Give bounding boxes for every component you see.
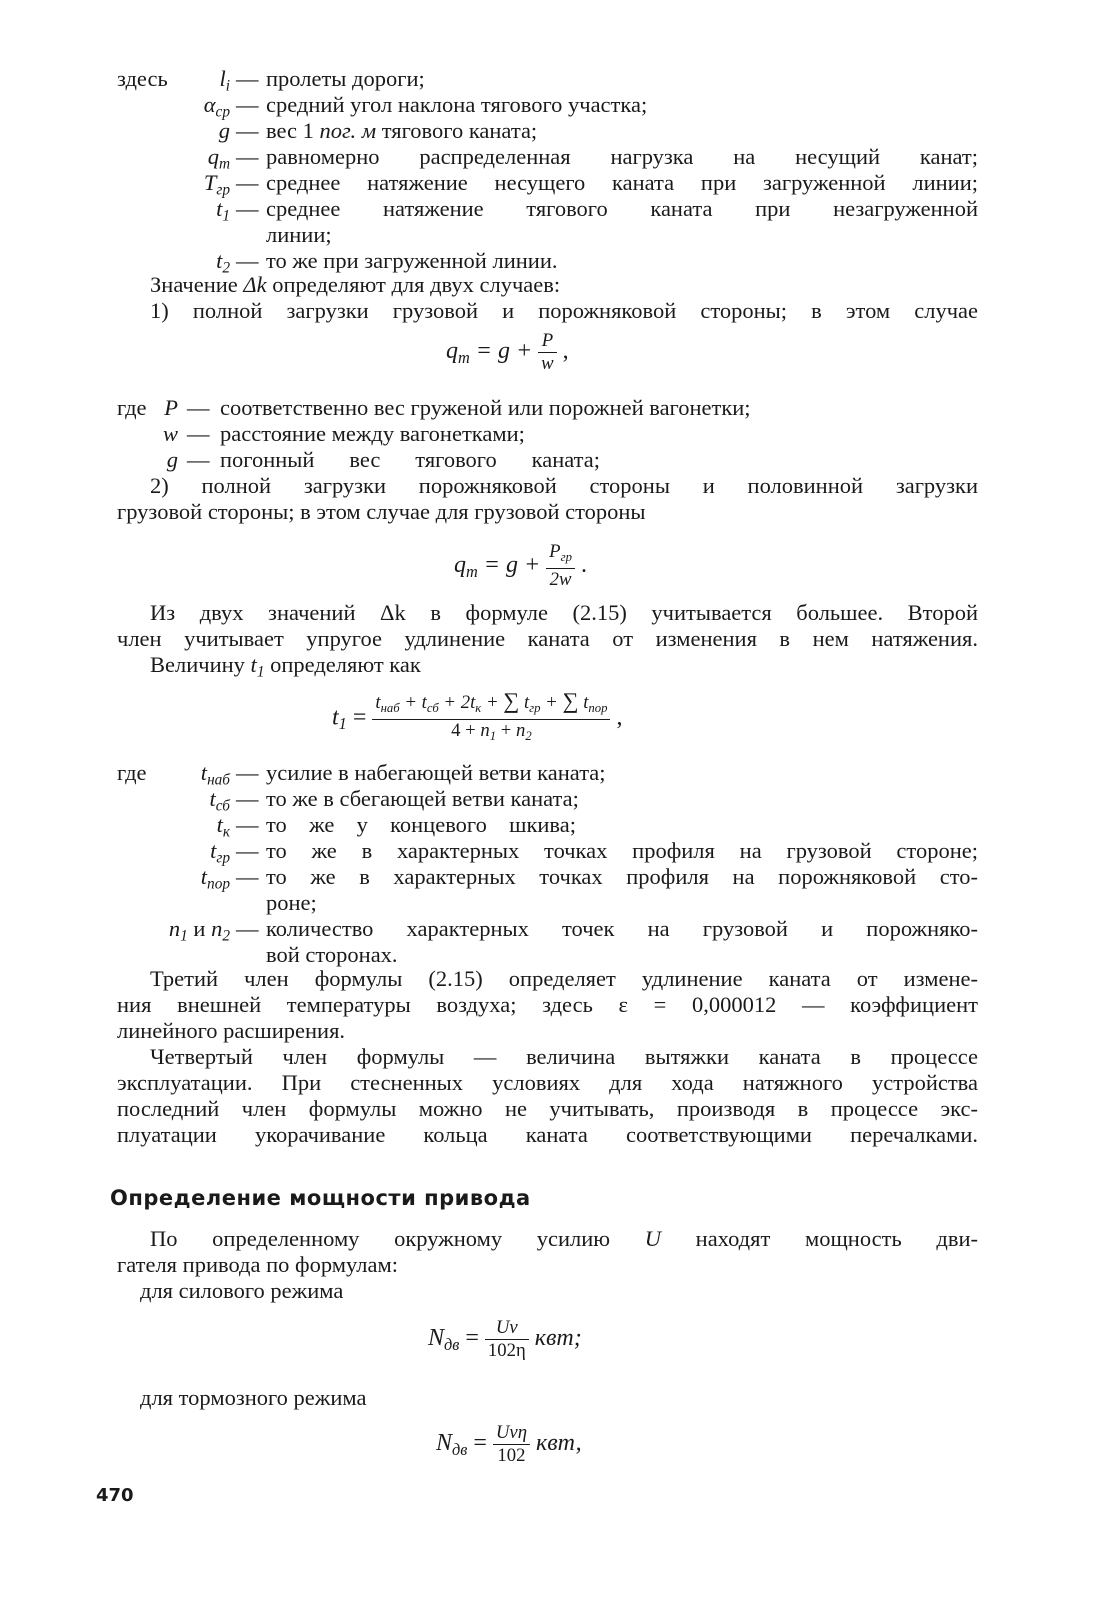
paragraph-third-line-1: Третий член формулы (2.15) определяет удлинение каната от измене- xyxy=(150,966,978,991)
paragraph-fourth-line-1: Четвертый член формулы — величина вытяжки каната в процессе xyxy=(150,1044,978,1069)
case-1: 1) полной загрузки грузовой и порожняковой стороны; в этом случае xyxy=(150,298,978,323)
mode-brake: для тормозного режима xyxy=(140,1385,367,1410)
intro-word: здесь xyxy=(117,66,168,91)
formula-t1: $t_1$ = $t_{наб} + t_{сб} + 2t_к$ + ∑ $t_{гр}$ + ∑ $t_{пор}$ $4 + n_1 + n_2$ , xyxy=(332,688,623,744)
definition-item: $t_{наб}$ — усилие в набегающей ветви каната; xyxy=(200,760,606,789)
definition-item: g — вес 1 пог. м тягового каната; xyxy=(218,118,538,143)
case-2-line-1: 2) полной загрузки порожняковой стороны и половинной загрузки xyxy=(150,473,978,498)
definition-item: $T_{гр}$ — среднее натяжение несущего каната при загруженной линии; xyxy=(203,170,978,199)
formula-qm-full-load: $q_m = g$ + $\frac{P}{w}$ , xyxy=(446,330,569,374)
paragraph-power-line-2: гателя привода по формулам: xyxy=(117,1252,398,1277)
definition-item: $\alpha_{ср}$ — средний угол наклона тягового участка; xyxy=(203,92,648,121)
definition-item: P — соответственно вес груженой или порожней вагонетки; xyxy=(164,395,751,420)
definition-item: $t_{сб}$ — то же в сбегающей ветви каната; xyxy=(209,786,579,815)
page-number: 470 xyxy=(96,1485,134,1506)
section-heading: Определение мощности привода xyxy=(110,1186,531,1210)
mode-power: для силового режима xyxy=(140,1278,344,1303)
definition-item: $l_i$ — пролеты дороги; xyxy=(219,66,425,95)
definition-item: $t_{пор}$ — то же в характерных точках профиля на порожняковой сто- роне; xyxy=(200,864,978,915)
formula-power-motor: $N_{дв}$ = $\frac{Uv}{102\eta}$ квт; xyxy=(428,1317,582,1361)
definition-item: $t_2$ — то же при загруженной линии. xyxy=(216,248,558,277)
where-word: где xyxy=(117,395,147,420)
where-word-2: где xyxy=(117,760,147,785)
definition-item: w — расстояние между вагонетками; xyxy=(162,421,525,446)
paragraph-third-line-3: линейного расширения. xyxy=(117,1018,346,1043)
definition-item: $t_{гр}$ — то же в характерных точках профиля на грузовой стороне; xyxy=(210,838,978,867)
paragraph-t1: Величину $t_1$ определяют как xyxy=(150,652,421,681)
definition-item: $t_1$ — среднее натяжение тягового каната при незагруженной линии; xyxy=(216,196,978,247)
paragraph-dk: Значение Δk определяют для двух случаев: xyxy=(150,272,561,297)
case-2-line-2: грузовой стороны; в этом случае для грузовой стороны xyxy=(117,499,646,524)
definition-item: $q_m$ — равномерно распределенная нагрузка на несущий канат; xyxy=(207,144,978,173)
formula-qm-half-load: $q_m = g$ + $\frac{P_{гр}}{2w}$ . xyxy=(454,541,587,591)
paragraph-power-line-1: По определенному окружному усилию U находят мощность дви- xyxy=(150,1226,978,1251)
paragraph-fourth-line-3: последний член формулы можно не учитывать, производя в процессе экс- xyxy=(117,1096,978,1121)
definition-item: g — погонный вес тягового каната; xyxy=(166,447,600,472)
paragraph-third-line-2: ния внешней температуры воздуха; здесь ε = 0,000012 — коэффициент xyxy=(117,992,978,1017)
paragraph-fourth-line-2: эксплуатации. При стесненных условиях для хода натяжного устройства xyxy=(117,1070,978,1095)
formula-power-brake: $N_{дв}$ = $\frac{\text{Uvη}}{102}$ квт, xyxy=(436,1422,582,1466)
definition-item: $n_1$ и $n_2$ — количество характерных точек на грузовой и порожняко- вой сторонах. xyxy=(168,916,978,967)
definition-item: $t_к$ — то же у концевого шкива; xyxy=(216,812,576,841)
paragraph-two-values-line-1: Из двух значений Δk в формуле (2.15) учитывается большее. Второй xyxy=(150,600,978,625)
paragraph-two-values-line-2: член учитывает упругое удлинение каната от изменения в нем натяжения. xyxy=(117,626,978,651)
paragraph-fourth-line-4: плуатации укорачивание кольца каната соответствующими перечалками. xyxy=(117,1122,978,1147)
